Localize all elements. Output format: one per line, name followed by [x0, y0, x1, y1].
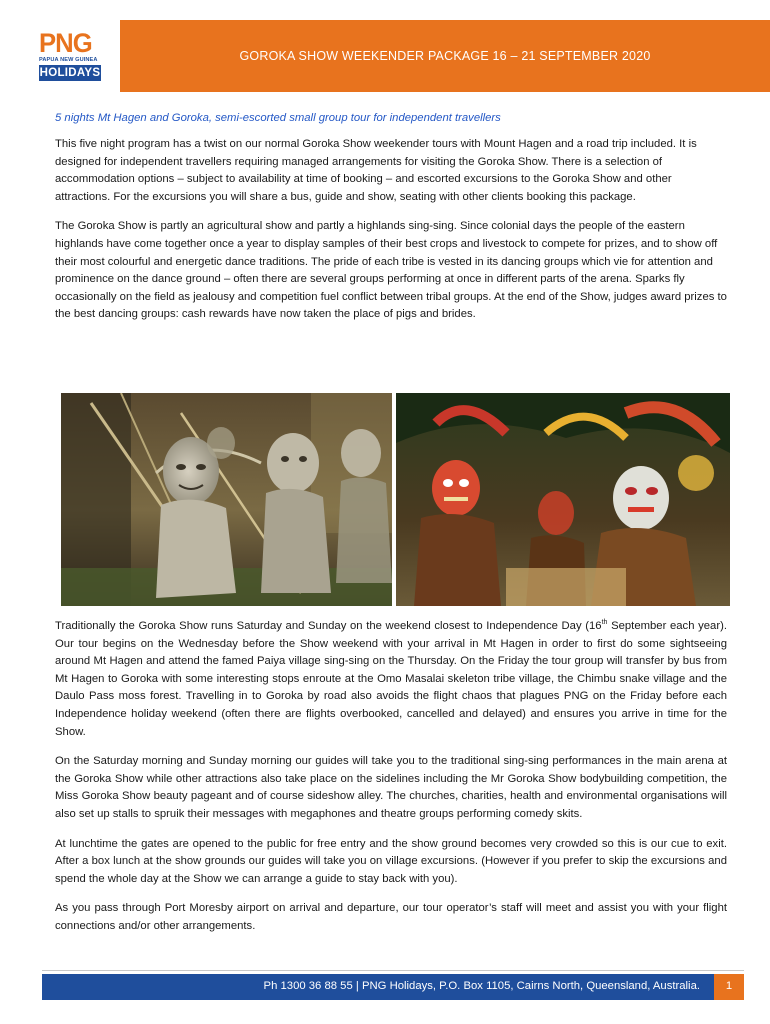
highland-dancers-photo	[396, 393, 730, 606]
tour-subtitle: 5 nights Mt Hagen and Goroka, semi-escorted small group tour for independent travellers	[55, 112, 501, 124]
ordinal-suffix: th	[601, 619, 608, 627]
logo-tagline: PAPUA NEW GUINEA	[39, 57, 98, 63]
page-header	[0, 0, 770, 92]
paragraph-airport-assistance: As you pass through Port Moresby airport on arrival and departure, our tour operator’s staff will meet and assist you with your flight connections and/or other arrangements.	[55, 902, 727, 932]
footer-contact: Ph 1300 36 88 55 | PNG Holidays, P.O. Box 1105, Cairns North, Queensland, Australia.	[263, 980, 700, 992]
png-holidays-logo	[37, 28, 105, 85]
footer-contact-bar	[42, 974, 714, 1000]
logo-png-text: PNG	[39, 28, 92, 58]
page-footer	[42, 970, 744, 1000]
paragraph-weekend-show: On the Saturday morning and Sunday morning our guides will take you to the traditional sing-sing performances in the main arena at the Goroka Show while other attractions also take place on the sidelines including the Mr Goroka Show bodybuilding competition, the Miss Goroka Show beauty pageant and of course sideshow alley. The churches, charities, health and environmental organisations will also set up stalls to spruik their messages with megaphones and theatre groups performing comedy skits.	[55, 755, 727, 820]
intro-section	[55, 112, 727, 336]
asaro-mudmen-photo	[61, 393, 392, 606]
logo-holidays: HOLIDAYS	[39, 67, 101, 79]
itinerary-text-start: Traditionally the Goroka Show runs Saturday and Sunday on the weekend closest to Independence Day (16	[55, 620, 602, 632]
paragraph-goroka-show-description: The Goroka Show is partly an agricultural show and partly a highlands sing-sing. Since colonial days the people of the eastern highlands have come together once a year to display samples of their best crops and livestock to compete for prizes, and to show off their most colourful and energetic dance traditions. The pride of each tribe is vested in its dancing groups which vie for attention and prominence on the dance ground – often there are several groups performing at once in different parts of the arena. Sparks fly occasionally on the field as jealousy and competition fuel conflict between tribal groups. At the end of the Show, judges award prizes to the best dancing groups: cash rewards have now taken the place of pigs and brides.	[55, 220, 727, 321]
itinerary-text-end: September each year). Our tour begins on the Wednesday before the Show weekend with your arrival in Mt Hagen in order to first do some sightseeing around Mt Hagen and attend the famed Paiya village sing-sing on the Thursday. On the Friday the tour group will transfer by bus from Mt Hagen to Goroka with some interesting stops enroute at the Omo Masalai skeleton tribe village, the Chimbu snake village and the Daulo Pass moss forest. Travelling in to Goroka by road also avoids the flight chaos that plagues PNG on the Friday before each Independence holiday weekend (often there are flights overbooked, cancelled and delayed) and ensures you arrive in time for the Show.	[55, 620, 727, 738]
itinerary-section	[55, 618, 727, 948]
page-number-box	[714, 974, 744, 1000]
paragraph-lunchtime-excursions: At lunchtime the gates are opened to the public for free entry and the show ground becomes very crowded so this is our cue to exit. After a box lunch at the show grounds our guides will take you on village excursions. (However if you prefer to skip the excursions and spend the whole day at the Show we can arrange a guide to stay back with you).	[55, 837, 727, 885]
paragraph-program-overview: This five night program has a twist on our normal Goroka Show weekender tours with Mount Hagen and a road trip included. It is designed for independent travellers requiring managed arrangements for visiting the Goroka Show. There is a selection of accommodation options – subject to availability at time of booking – and escorted excursions to the Goroka Show and other attractions. For the excursions you will share a bus, guide and show, seating with other clients booking this package.	[55, 138, 697, 203]
header-title: GOROKA SHOW WEEKENDER PACKAGE 16 – 21 SEPTEMBER 2020	[239, 49, 651, 63]
photo-gallery	[61, 393, 729, 606]
page-number: 1	[725, 980, 733, 992]
paragraph-tour-itinerary	[55, 618, 727, 741]
